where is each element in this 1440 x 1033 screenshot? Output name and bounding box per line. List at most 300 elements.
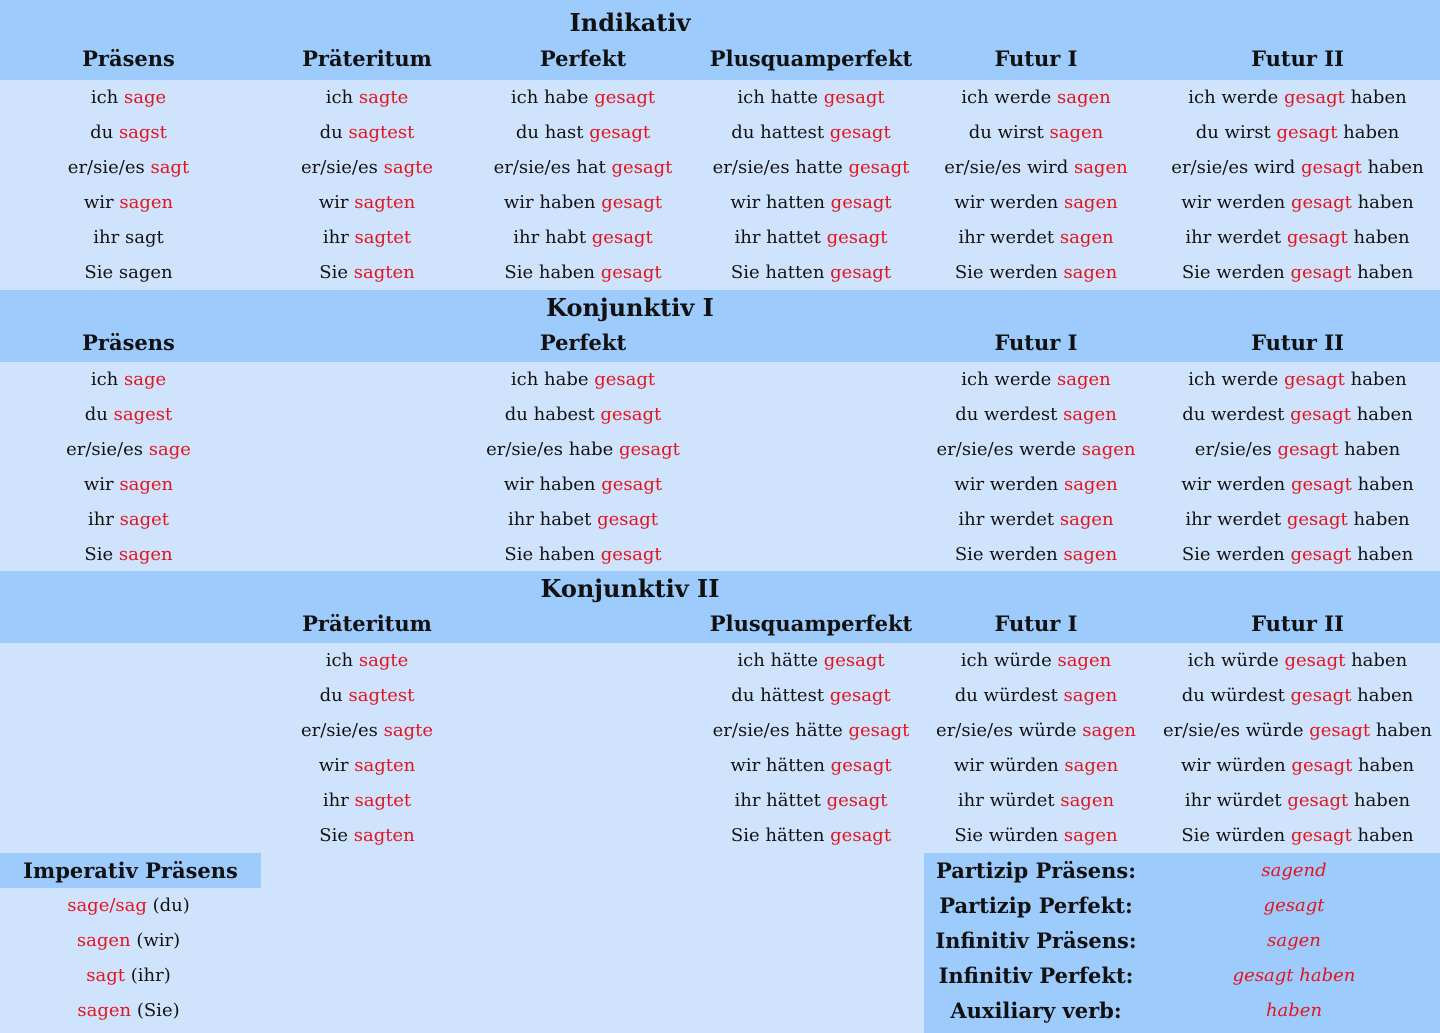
indikativ-col-header: Präteritum bbox=[302, 46, 432, 71]
verb-form: sagest bbox=[113, 404, 173, 425]
conjugation-column bbox=[477, 80, 689, 290]
conjugation-cell bbox=[1155, 502, 1440, 537]
pronoun-text: Sie sagen bbox=[84, 262, 173, 283]
pronoun-text: haben bbox=[1352, 755, 1415, 776]
pronoun-text: er/sie/es bbox=[300, 157, 384, 178]
conjugation-cell bbox=[1155, 362, 1440, 397]
conjugation-cell bbox=[257, 643, 477, 678]
conjugation-cell bbox=[0, 467, 257, 502]
pronoun-text: (Sie) bbox=[131, 1000, 180, 1021]
conjugation-cell bbox=[1155, 818, 1440, 853]
pronoun-text: haben bbox=[1350, 404, 1413, 425]
conjugation-cell bbox=[257, 150, 477, 185]
pronoun-text: haben bbox=[1345, 650, 1408, 671]
verb-form: gesagt bbox=[1309, 720, 1371, 741]
verb-form: sage bbox=[124, 87, 167, 108]
conjugation-cell bbox=[0, 502, 257, 537]
verb-form: sagtest bbox=[348, 685, 415, 706]
pronoun-text: haben bbox=[1351, 544, 1414, 565]
conjugation-column bbox=[689, 643, 933, 853]
verb-form-label: Infinitiv Präsens: bbox=[935, 928, 1137, 953]
conjugation-cell bbox=[477, 150, 689, 185]
pronoun-text: Sie werden bbox=[954, 262, 1064, 283]
pronoun-text: Sie werden bbox=[1181, 544, 1291, 565]
verb-form: sagt bbox=[86, 965, 125, 986]
conjugation-cell bbox=[933, 220, 1139, 255]
konjunktiv-2-col-header: Plusquamperfekt bbox=[709, 611, 913, 636]
verb-form: gesagt bbox=[830, 262, 892, 283]
verb-form: sagen bbox=[1049, 122, 1104, 143]
pronoun-text: Sie würden bbox=[1181, 825, 1291, 846]
pronoun-text: er/sie/es habe bbox=[486, 439, 619, 460]
conjugation-column bbox=[1155, 362, 1440, 572]
conjugation-cell bbox=[689, 185, 933, 220]
verb-form: sagen bbox=[1063, 685, 1118, 706]
pronoun-text: Sie bbox=[319, 262, 354, 283]
verb-form: gesagt bbox=[611, 157, 673, 178]
verb-form: sagen bbox=[1059, 227, 1114, 248]
verb-form: sagen bbox=[1063, 544, 1118, 565]
verb-form: sagtet bbox=[354, 790, 412, 811]
pronoun-text: wir werden bbox=[954, 192, 1064, 213]
verb-form: sagen bbox=[1063, 825, 1118, 846]
pronoun-text: ich bbox=[90, 87, 124, 108]
conjugation-cell bbox=[477, 362, 689, 397]
konjunktiv-2-section bbox=[0, 571, 1440, 853]
pronoun-text: Sie würden bbox=[954, 825, 1064, 846]
pronoun-text: ihr würdet bbox=[957, 790, 1061, 811]
pronoun-text: ihr bbox=[87, 509, 120, 530]
conjugation-cell bbox=[0, 150, 257, 185]
verb-form-label: Infinitiv Perfekt: bbox=[938, 963, 1134, 988]
pronoun-text: Sie bbox=[319, 825, 354, 846]
conjugation-cell bbox=[0, 362, 257, 397]
conjugation-cell bbox=[0, 397, 257, 432]
verb-form: sagen bbox=[1063, 262, 1118, 283]
conjugation-cell bbox=[0, 432, 257, 467]
conjugation-column bbox=[1155, 80, 1440, 290]
verb-form-row bbox=[924, 853, 1440, 888]
verb-form: gesagt bbox=[1286, 509, 1348, 530]
verb-form: gesagt bbox=[1290, 262, 1352, 283]
verb-form: sagen bbox=[77, 1000, 132, 1021]
pronoun-text: wir bbox=[318, 755, 355, 776]
verb-form: gesagt bbox=[618, 439, 680, 460]
conjugation-cell bbox=[933, 502, 1139, 537]
verb-form: gesagt bbox=[829, 685, 891, 706]
pronoun-text: ihr werdet bbox=[958, 509, 1060, 530]
verb-form: gesagt bbox=[1287, 790, 1349, 811]
pronoun-text: er/sie/es werde bbox=[936, 439, 1082, 460]
pronoun-text: haben bbox=[1351, 262, 1414, 283]
conjugation-cell bbox=[933, 397, 1139, 432]
pronoun-text: du hast bbox=[515, 122, 590, 143]
verb-form: saget bbox=[119, 509, 170, 530]
indikativ-col-header: Futur II bbox=[1251, 46, 1344, 71]
pronoun-text: haben bbox=[1344, 369, 1407, 390]
pronoun-text: ich würde bbox=[960, 650, 1058, 671]
pronoun-text: ich bbox=[90, 369, 124, 390]
konjunktiv-2-col-header: Präteritum bbox=[302, 611, 432, 636]
conjugation-column bbox=[257, 643, 477, 853]
conjugation-cell bbox=[1155, 397, 1440, 432]
pronoun-text: er/sie/es bbox=[1194, 439, 1278, 460]
verb-form: gesagt bbox=[591, 227, 653, 248]
conjugation-cell bbox=[933, 537, 1139, 572]
pronoun-text: ich werde bbox=[1188, 369, 1284, 390]
pronoun-text: ihr werdet bbox=[1185, 227, 1287, 248]
pronoun-text: du hättest bbox=[731, 685, 830, 706]
conjugation-cell bbox=[477, 220, 689, 255]
pronoun-text: ihr bbox=[322, 227, 355, 248]
konjunktiv-1-title: Konjunktiv I bbox=[546, 293, 714, 322]
conjugation-cell bbox=[257, 783, 477, 818]
conjugation-cell bbox=[689, 748, 933, 783]
conjugation-cell bbox=[0, 185, 257, 220]
conjugation-cell bbox=[689, 713, 933, 748]
conjugation-cell bbox=[933, 643, 1139, 678]
conjugation-cell bbox=[933, 678, 1139, 713]
konjunktiv-1-col-header: Perfekt bbox=[539, 330, 627, 355]
pronoun-text: wir würden bbox=[1180, 755, 1292, 776]
indikativ-rows bbox=[0, 80, 1440, 290]
verb-form: sagen bbox=[1063, 474, 1118, 495]
pronoun-text: Sie hatten bbox=[730, 262, 831, 283]
pronoun-text: ich habe bbox=[510, 87, 595, 108]
conjugation-cell bbox=[933, 748, 1139, 783]
verb-form: sagte bbox=[358, 87, 409, 108]
conjugation-column bbox=[933, 643, 1139, 853]
pronoun-text: du werdest bbox=[955, 404, 1064, 425]
verb-form: gesagt bbox=[1290, 685, 1352, 706]
conjugation-cell bbox=[689, 150, 933, 185]
pronoun-text: wir bbox=[318, 192, 355, 213]
verb-form-value: haben bbox=[1265, 1000, 1323, 1021]
verb-form: gesagt bbox=[594, 87, 656, 108]
verb-form: sagt bbox=[150, 157, 190, 178]
conjugation-cell bbox=[257, 678, 477, 713]
pronoun-text: er/sie/es bbox=[66, 439, 149, 460]
verb-form: gesagt bbox=[1286, 227, 1348, 248]
conjugation-cell bbox=[477, 185, 689, 220]
verb-form: gesagt bbox=[1300, 157, 1362, 178]
verb-form-label: Partizip Präsens: bbox=[936, 858, 1136, 883]
pronoun-text: du bbox=[319, 685, 349, 706]
conjugation-cell bbox=[1155, 678, 1440, 713]
verb-form: sage bbox=[148, 439, 191, 460]
pronoun-text: haben bbox=[1351, 192, 1414, 213]
verb-form: gesagt bbox=[1283, 87, 1345, 108]
verb-form-value: sagen bbox=[1267, 930, 1321, 951]
verb-form: sagtet bbox=[354, 227, 412, 248]
indikativ-col-header: Perfekt bbox=[539, 46, 627, 71]
conjugation-cell bbox=[0, 958, 257, 993]
verb-form: gesagt bbox=[830, 755, 892, 776]
conjugation-cell bbox=[0, 220, 257, 255]
pronoun-text: haben bbox=[1351, 685, 1414, 706]
conjugation-cell bbox=[257, 220, 477, 255]
verb-form: gesagt bbox=[1283, 369, 1345, 390]
conjugation-cell bbox=[933, 255, 1139, 290]
pronoun-text: wir werden bbox=[1181, 192, 1291, 213]
conjugation-cell bbox=[477, 80, 689, 115]
pronoun-text: haben bbox=[1344, 87, 1407, 108]
conjugation-column bbox=[933, 362, 1139, 572]
pronoun-text: du wirst bbox=[1195, 122, 1277, 143]
verb-form: sagten bbox=[354, 755, 416, 776]
indikativ-col-header: Präsens bbox=[82, 46, 175, 71]
verb-form: sagte bbox=[358, 650, 409, 671]
verb-form: gesagt bbox=[1277, 439, 1339, 460]
pronoun-text: Sie werden bbox=[954, 544, 1064, 565]
pronoun-text: Sie bbox=[84, 544, 119, 565]
pronoun-text: ihr habet bbox=[507, 509, 598, 530]
pronoun-text: er/sie/es würde bbox=[936, 720, 1083, 741]
conjugation-cell bbox=[0, 888, 257, 923]
conjugation-cell bbox=[1155, 220, 1440, 255]
verb-form: sagen bbox=[1059, 509, 1114, 530]
conjugation-cell bbox=[257, 255, 477, 290]
conjugation-cell bbox=[1155, 537, 1440, 572]
pronoun-text: ihr werdet bbox=[958, 227, 1060, 248]
verb-form: sagen bbox=[119, 474, 174, 495]
conjugation-column bbox=[933, 80, 1139, 290]
pronoun-text: ich bbox=[325, 650, 359, 671]
conjugation-cell bbox=[689, 220, 933, 255]
konjunktiv-1-rows bbox=[0, 362, 1440, 572]
conjugation-cell bbox=[0, 80, 257, 115]
indikativ-title: Indikativ bbox=[569, 8, 691, 37]
conjugation-cell bbox=[257, 713, 477, 748]
conjugation-cell bbox=[1155, 748, 1440, 783]
pronoun-text: ich werde bbox=[961, 87, 1057, 108]
conjugation-column bbox=[0, 80, 257, 290]
pronoun-text: ich werde bbox=[1188, 87, 1284, 108]
pronoun-text: du werdest bbox=[1182, 404, 1291, 425]
verb-form: gesagt bbox=[823, 87, 885, 108]
conjugation-cell bbox=[0, 923, 257, 958]
konjunktiv-2-col-header: Futur II bbox=[1251, 611, 1344, 636]
pronoun-text: ich würde bbox=[1187, 650, 1285, 671]
conjugation-cell bbox=[933, 150, 1139, 185]
verb-form: gesagt bbox=[1291, 755, 1353, 776]
pronoun-text: du wirst bbox=[968, 122, 1050, 143]
verb-form: sagen bbox=[1082, 720, 1136, 741]
verb-form: gesagt bbox=[1290, 192, 1352, 213]
verb-form: sagtest bbox=[348, 122, 415, 143]
verb-form: sagten bbox=[354, 192, 416, 213]
pronoun-text: du bbox=[84, 404, 114, 425]
pronoun-text: ihr sagt bbox=[93, 227, 164, 248]
verb-form: gesagt bbox=[829, 122, 891, 143]
indikativ-col-header: Futur I bbox=[994, 46, 1078, 71]
verb-form: gesagt bbox=[823, 650, 885, 671]
verb-form: gesagt bbox=[594, 369, 656, 390]
verb-form: gesagt bbox=[826, 227, 888, 248]
verb-form: sagen bbox=[1063, 404, 1117, 425]
conjugation-cell bbox=[257, 748, 477, 783]
conjugation-cell bbox=[933, 818, 1139, 853]
conjugation-cell bbox=[1155, 432, 1440, 467]
pronoun-text: du bbox=[90, 122, 119, 143]
verb-form-label: Partizip Perfekt: bbox=[939, 893, 1133, 918]
conjugation-column bbox=[0, 362, 257, 572]
conjugation-column bbox=[257, 80, 477, 290]
verb-form: sage/sag bbox=[67, 895, 147, 916]
verb-form: sagst bbox=[118, 122, 167, 143]
conjugation-cell bbox=[933, 713, 1139, 748]
konjunktiv-2-rows bbox=[0, 643, 1440, 853]
pronoun-text: du habest bbox=[504, 404, 601, 425]
conjugation-cell bbox=[933, 362, 1139, 397]
pronoun-text: wir hätten bbox=[730, 755, 831, 776]
pronoun-text: wir würden bbox=[953, 755, 1065, 776]
pronoun-text: haben bbox=[1348, 790, 1411, 811]
verb-form: gesagt bbox=[1290, 825, 1352, 846]
pronoun-text: ich werde bbox=[961, 369, 1057, 390]
conjugation-cell bbox=[689, 255, 933, 290]
conjugation-cell bbox=[689, 643, 933, 678]
verb-form: gesagt bbox=[601, 474, 663, 495]
verb-form: gesagt bbox=[600, 544, 662, 565]
conjugation-cell bbox=[477, 467, 689, 502]
conjugation-cell bbox=[689, 115, 933, 150]
verb-form-value: gesagt haben bbox=[1232, 965, 1356, 986]
pronoun-text: er/sie/es hat bbox=[493, 157, 612, 178]
conjugation-cell bbox=[933, 185, 1139, 220]
verb-form: gesagt bbox=[1284, 650, 1346, 671]
verb-form: sagten bbox=[353, 262, 415, 283]
verb-form: gesagt bbox=[830, 825, 892, 846]
konjunktiv-1-col-header: Futur I bbox=[994, 330, 1078, 355]
pronoun-text: haben bbox=[1347, 227, 1410, 248]
conjugation-cell bbox=[1155, 783, 1440, 818]
pronoun-text: Sie werden bbox=[1181, 262, 1291, 283]
conjugation-cell bbox=[477, 255, 689, 290]
pronoun-text: wir bbox=[83, 192, 120, 213]
conjugation-cell bbox=[0, 115, 257, 150]
pronoun-text: wir bbox=[83, 474, 120, 495]
conjugation-cell bbox=[933, 115, 1139, 150]
pronoun-text: ihr hättet bbox=[734, 790, 827, 811]
verb-form: gesagt bbox=[848, 720, 910, 741]
pronoun-text: ihr hattet bbox=[734, 227, 827, 248]
verb-form: sagte bbox=[383, 157, 434, 178]
verb-form: gesagt bbox=[597, 509, 659, 530]
konjunktiv-1-col-header: Präsens bbox=[82, 330, 175, 355]
pronoun-text: ich hatte bbox=[737, 87, 824, 108]
verb-form: gesagt bbox=[600, 404, 662, 425]
verb-form: sagen bbox=[1063, 192, 1118, 213]
verb-form: gesagt bbox=[826, 790, 888, 811]
verb-form: gesagt bbox=[600, 262, 662, 283]
pronoun-text: wir haben bbox=[503, 474, 602, 495]
verb-form: sagen bbox=[1064, 755, 1119, 776]
conjugation-cell bbox=[933, 467, 1139, 502]
conjugation-cell bbox=[1155, 255, 1440, 290]
conjugation-cell bbox=[0, 537, 257, 572]
conjugation-cell bbox=[689, 783, 933, 818]
pronoun-text: haben bbox=[1370, 720, 1432, 741]
imperativ-list bbox=[0, 888, 257, 1028]
pronoun-text: (wir) bbox=[130, 930, 181, 951]
verb-form-row bbox=[924, 923, 1440, 958]
verb-form-row bbox=[924, 993, 1440, 1028]
indikativ-col-header: Plusquamperfekt bbox=[709, 46, 913, 71]
pronoun-text: wir werden bbox=[1181, 474, 1291, 495]
conjugation-cell bbox=[1155, 185, 1440, 220]
pronoun-text: Sie haben bbox=[504, 262, 601, 283]
pronoun-text: haben bbox=[1361, 157, 1424, 178]
conjugation-cell bbox=[477, 432, 689, 467]
pronoun-text: ihr werdet bbox=[1185, 509, 1287, 530]
verb-form: sagen bbox=[1056, 369, 1111, 390]
conjugation-column bbox=[689, 80, 933, 290]
verb-form: gesagt bbox=[830, 192, 892, 213]
verb-form: sagen bbox=[1073, 157, 1128, 178]
pronoun-text: du bbox=[319, 122, 349, 143]
pronoun-text: haben bbox=[1351, 825, 1414, 846]
conjugation-cell bbox=[933, 80, 1139, 115]
conjugation-cell bbox=[477, 397, 689, 432]
pronoun-text: haben bbox=[1337, 122, 1400, 143]
pronoun-text: ihr würdet bbox=[1184, 790, 1288, 811]
conjugation-cell bbox=[933, 783, 1139, 818]
verb-form: sagen bbox=[118, 544, 173, 565]
pronoun-text: er/sie/es bbox=[67, 157, 151, 178]
pronoun-text: er/sie/es hätte bbox=[712, 720, 849, 741]
conjugation-column bbox=[1155, 643, 1440, 853]
conjugation-cell bbox=[477, 537, 689, 572]
conjugation-cell bbox=[257, 185, 477, 220]
verb-form: gesagt bbox=[589, 122, 651, 143]
conjugation-cell bbox=[257, 115, 477, 150]
pronoun-text: haben bbox=[1351, 474, 1414, 495]
verb-form: sagte bbox=[383, 720, 434, 741]
pronoun-text: ich bbox=[325, 87, 359, 108]
pronoun-text: ich habe bbox=[510, 369, 595, 390]
conjugation-cell bbox=[1155, 467, 1440, 502]
verb-form: gesagt bbox=[601, 192, 663, 213]
pronoun-text: du würdest bbox=[954, 685, 1064, 706]
verb-form: sagen bbox=[1060, 790, 1115, 811]
verb-form: sage bbox=[124, 369, 167, 390]
pronoun-text: ihr bbox=[322, 790, 355, 811]
conjugation-cell bbox=[0, 993, 257, 1028]
pronoun-text: wir werden bbox=[954, 474, 1064, 495]
pronoun-text: ich hätte bbox=[737, 650, 824, 671]
verb-form: sagen bbox=[76, 930, 131, 951]
imperativ-title: Imperativ Präsens bbox=[0, 853, 261, 888]
verb-form: gesagt bbox=[1290, 404, 1351, 425]
conjugation-cell bbox=[257, 818, 477, 853]
verb-form-value: sagend bbox=[1261, 860, 1327, 881]
conjugation-column bbox=[477, 362, 689, 572]
pronoun-text: er/sie/es wird bbox=[944, 157, 1074, 178]
verb-form: gesagt bbox=[1290, 474, 1352, 495]
conjugation-cell bbox=[1155, 150, 1440, 185]
conjugation-cell bbox=[1155, 80, 1440, 115]
verb-form: gesagt bbox=[1276, 122, 1338, 143]
pronoun-text: du hattest bbox=[731, 122, 830, 143]
conjugation-cell bbox=[477, 502, 689, 537]
conjugation-cell bbox=[477, 115, 689, 150]
verb-form-label: Auxiliary verb: bbox=[950, 998, 1122, 1023]
pronoun-text: (du) bbox=[146, 895, 190, 916]
verb-forms-box bbox=[924, 853, 1440, 1033]
konjunktiv-2-title: Konjunktiv II bbox=[540, 574, 720, 603]
verb-form: sagen bbox=[1057, 650, 1112, 671]
